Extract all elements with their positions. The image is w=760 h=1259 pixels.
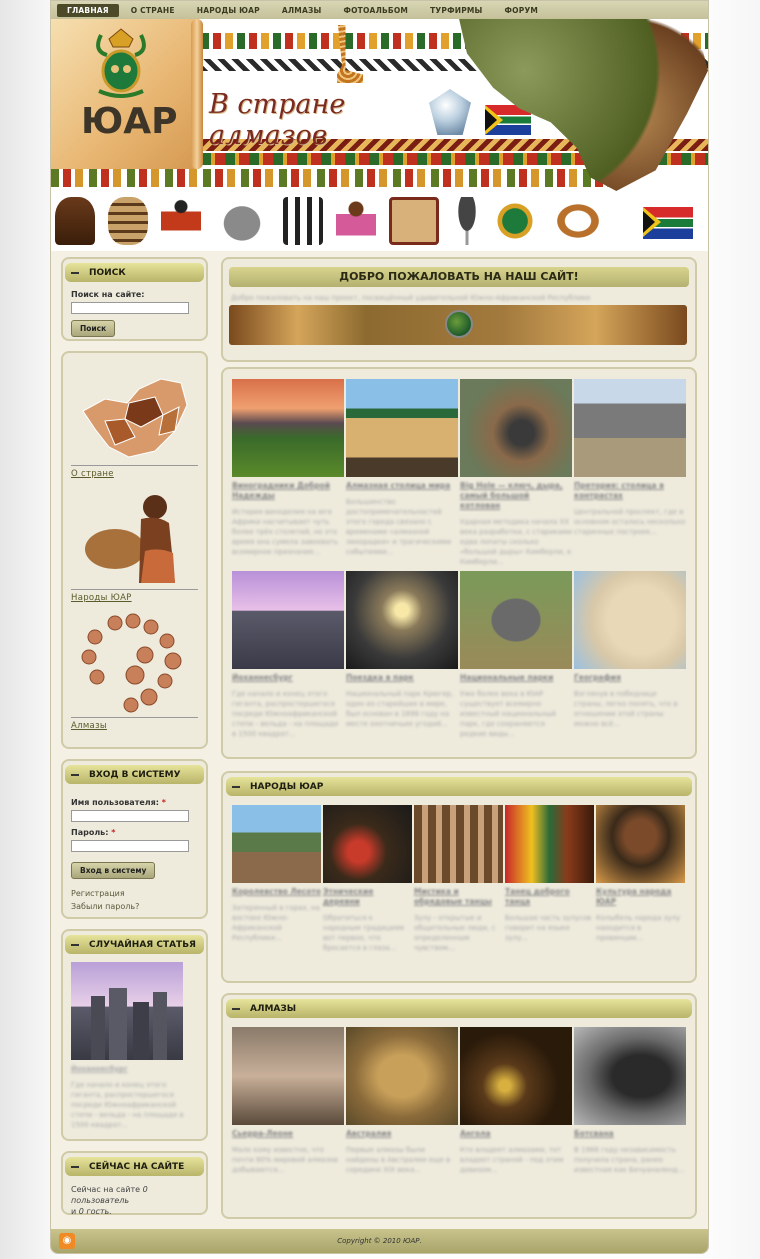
page (50, 0, 709, 1254)
diamonds-link[interactable]: Алмазы (71, 721, 107, 731)
peoples-section (221, 771, 697, 983)
article-card[interactable] (574, 379, 686, 537)
scroll-decoration (191, 19, 203, 169)
random-article-title[interactable]: Йоханнесбург (71, 1065, 128, 1073)
random-article-header (65, 935, 204, 954)
diamonds-image[interactable] (75, 611, 195, 715)
map-scroll-icon (389, 197, 439, 245)
country-link[interactable]: О стране (71, 469, 114, 479)
welcome-title: ДОБРО ПОЖАЛОВАТЬ НА НАШ САЙТ! (229, 267, 689, 287)
article-title[interactable]: Сьерра-Леоне (232, 1129, 293, 1138)
article-image[interactable] (346, 1027, 458, 1125)
random-article-box (61, 929, 208, 1141)
article-card[interactable] (460, 571, 572, 739)
drum-icon (55, 197, 95, 245)
login-box-header (65, 765, 204, 784)
search-box-header (65, 263, 204, 282)
article-excerpt: Кто владеет алмазами, тот владеет страной - под этим девизом... (460, 1146, 564, 1174)
article-title[interactable]: Претория: столица в контрастах (574, 481, 664, 500)
article-excerpt: Мало кому известно, что почти 80% мировой алмазов добываются... (232, 1146, 338, 1174)
article-image[interactable] (574, 1027, 686, 1125)
search-heading: ПОИСК (89, 267, 126, 278)
article-excerpt: Уже более века в ЮАР существует всемирно известный национальный парк, где сохраняются редкие виды... (460, 690, 557, 738)
article-title[interactable]: Йоханнесбург (232, 673, 293, 682)
username-input[interactable] (71, 810, 189, 822)
article-excerpt: В 1966 году независимость получила страна, ранее известная как Бечуаналенд... (574, 1146, 685, 1174)
article-image[interactable] (346, 379, 458, 477)
search-box (61, 257, 208, 341)
article-title[interactable]: Поездка в парк (346, 673, 414, 682)
country-map-image[interactable] (75, 371, 195, 463)
article-card[interactable] (596, 805, 685, 943)
forgot-password-link[interactable]: Забыли пароль? (71, 902, 140, 911)
online-header (65, 1157, 204, 1176)
article-excerpt: Первые алмазы были найдены в Австралии еще в середине XIX века... (346, 1146, 451, 1174)
nav-tour-agencies[interactable]: ТУРФИРМЫ (430, 5, 483, 15)
dancer-icon (161, 197, 201, 245)
article-excerpt: Зулу - открытые и общительные люди, с определенным чувством... (414, 914, 496, 952)
sections-box (61, 351, 208, 749)
diamonds-section (221, 993, 697, 1219)
article-card[interactable] (346, 571, 458, 729)
article-image[interactable] (232, 379, 344, 477)
site-tagline: В стране алмазов (201, 83, 461, 133)
emblem-icon (495, 197, 535, 245)
site-title: ЮАР (81, 101, 178, 142)
article-excerpt: Колыбель народа зулу находится в провинции... (596, 914, 681, 942)
peoples-link[interactable]: Народы ЮАР (71, 593, 132, 603)
article-image[interactable] (460, 571, 572, 669)
rss-icon[interactable]: ◉ (59, 1233, 75, 1249)
article-excerpt: Где начало и конец этого гиганта, распростершегося посреди Южноафриканской степи - вельда - на площади в 1500 квадрат... (232, 690, 339, 738)
article-title[interactable]: Этнические деревни (323, 887, 374, 906)
online-heading: СЕЙЧАС НА САЙТЕ (89, 1161, 185, 1172)
article-excerpt: Затерянный в горах, на востоке Южно-Африканской Республики... (232, 904, 320, 942)
online-box (61, 1151, 208, 1215)
article-image[interactable] (574, 571, 686, 669)
article-card[interactable] (505, 805, 594, 943)
username-label: Имя пользователя: * (71, 798, 166, 807)
warriors-icon (283, 197, 323, 245)
collapse-icon[interactable] (71, 1166, 79, 1168)
article-title[interactable]: Алмазная столица мира (346, 481, 451, 490)
ostrich-icon (452, 197, 482, 245)
article-card[interactable] (460, 379, 572, 567)
peoples-image[interactable] (75, 487, 195, 587)
article-image[interactable] (323, 805, 412, 883)
article-title[interactable]: Королевство Лесото (232, 887, 321, 896)
article-excerpt: Взглянув в победнице страны, легко понять, что в отношении этой страны можно всё... (574, 690, 678, 728)
random-article-text: Где начало и конец этого гиганта, распростершегося посреди Южноафриканской степи - вельда - на площади в 1500 квадрат... (71, 1081, 184, 1129)
article-card[interactable] (232, 805, 321, 943)
article-title[interactable]: Виноградники Доброй Надежды (232, 481, 330, 500)
random-article-heading: СЛУЧАЙНАЯ СТАТЬЯ (89, 939, 196, 950)
nav-diamonds[interactable]: АЛМАЗЫ (281, 5, 322, 15)
flag-map-icon (643, 207, 693, 239)
article-excerpt: История виноделия на юге Африки насчитывает чуть более трёх столетий, но это время она сумела завоевать всемирное признание... (232, 508, 338, 556)
footer (51, 1229, 708, 1253)
article-card[interactable] (414, 805, 503, 953)
coat-of-arms-icon (89, 25, 153, 101)
bracelet-icon (548, 197, 608, 245)
article-image[interactable] (460, 379, 572, 477)
search-input[interactable] (71, 302, 189, 314)
article-card[interactable] (323, 805, 412, 953)
login-box (61, 759, 208, 919)
collapse-icon[interactable] (71, 944, 79, 946)
nav-home[interactable]: ГЛАВНАЯ (57, 4, 119, 17)
collapse-icon[interactable] (232, 786, 240, 788)
article-image[interactable] (232, 571, 344, 669)
welcome-box (221, 257, 697, 362)
globe-icon (445, 310, 473, 338)
article-card[interactable] (346, 379, 458, 557)
mask-icon (108, 197, 148, 245)
article-excerpt: Большинство достопримечательностей этого города связано с временами «алмазной лихорадки» и трагическими событиями... (346, 498, 452, 556)
article-excerpt: Национальный парк Крюгер, один из старейших в мире, был основан в 1898 году на месте охотничьих угодий... (346, 690, 454, 728)
article-image[interactable] (596, 805, 685, 883)
collapse-icon[interactable] (232, 1008, 240, 1010)
diamonds-heading: АЛМАЗЫ (250, 1003, 297, 1014)
search-label: Поиск на сайте: (71, 290, 145, 299)
article-title[interactable]: Национальные парки (460, 673, 554, 682)
article-excerpt: Большая часть зулусов говорит на языке зулу... (505, 914, 592, 942)
elephant-icon (214, 197, 270, 245)
tassel-fringe (51, 169, 611, 187)
login-heading: ВХОД В СИСТЕМУ (89, 769, 181, 780)
top-nav (51, 1, 708, 19)
nav-peoples[interactable]: НАРОДЫ ЮАР (196, 5, 260, 15)
article-card[interactable] (346, 1027, 458, 1175)
article-title[interactable]: Big Hole — ключ, дыра, самый большой котлован (460, 481, 563, 510)
peoples-header (226, 777, 692, 796)
collapse-icon[interactable] (71, 774, 79, 776)
article-card[interactable] (232, 379, 344, 557)
article-card[interactable] (574, 1027, 686, 1175)
random-article-image[interactable] (71, 962, 183, 1060)
parchment-panel (51, 19, 199, 169)
article-image[interactable] (414, 805, 503, 883)
article-title[interactable]: Культура народа ЮАР (596, 887, 672, 906)
article-image[interactable] (232, 805, 321, 883)
article-title[interactable]: Австралия (346, 1129, 392, 1138)
articles-grid (221, 367, 697, 759)
article-title[interactable]: География (574, 673, 621, 682)
divider (71, 465, 198, 466)
woman-icon (336, 197, 376, 245)
password-label: Пароль: * (71, 828, 116, 837)
article-excerpt: Центральной проспект, где в основном осталось несколько старинных построек... (574, 508, 686, 536)
elephants-banner (229, 305, 687, 345)
nav-photoalbum[interactable]: ФОТОАЛЬБОМ (343, 5, 409, 15)
article-excerpt: Ударная методика начала XX века разработки, с стариками едва лопаты сколько «большой дыры» Кимберли, к Кимберли... (460, 518, 572, 566)
register-link[interactable]: Регистрация (71, 889, 125, 898)
nav-forum[interactable]: ФОРУМ (504, 5, 539, 15)
article-title[interactable]: Танец доброго танца (505, 887, 570, 906)
password-input[interactable] (71, 840, 189, 852)
article-card[interactable] (232, 571, 344, 739)
article-title[interactable]: Ангола (460, 1129, 491, 1138)
diamonds-header (226, 999, 692, 1018)
header-banner (51, 19, 708, 191)
search-button[interactable]: Поиск (71, 320, 115, 337)
article-image[interactable] (574, 379, 686, 477)
divider (71, 717, 198, 718)
article-excerpt: Обратиться к народным традициям вот первое, что бросается в глаза... (323, 914, 405, 952)
article-card[interactable] (574, 571, 686, 729)
article-card[interactable] (232, 1027, 344, 1175)
nav-country[interactable]: О СТРАНЕ (130, 5, 175, 15)
article-image[interactable] (232, 1027, 344, 1125)
peoples-heading: НАРОДЫ ЮАР (250, 781, 324, 792)
welcome-text: Добро пожаловать на наш проект, посвящённый удивительной Южно-Африканской Республике (231, 294, 591, 302)
article-image[interactable] (460, 1027, 572, 1125)
decor-strip (51, 191, 708, 251)
article-title[interactable]: Мистика и обрядовые танцы (414, 887, 492, 906)
article-image[interactable] (505, 805, 594, 883)
collapse-icon[interactable] (71, 272, 79, 274)
divider (71, 589, 198, 590)
article-card[interactable] (460, 1027, 572, 1175)
copyright-text: Copyright © 2010 ЮАР. (337, 1237, 422, 1245)
article-title[interactable]: Ботсвана (574, 1129, 614, 1138)
article-image[interactable] (346, 571, 458, 669)
login-button[interactable]: Вход в систему (71, 862, 155, 879)
online-text: Сейчас на сайте 0 пользователь и 0 гость. (71, 1185, 148, 1216)
